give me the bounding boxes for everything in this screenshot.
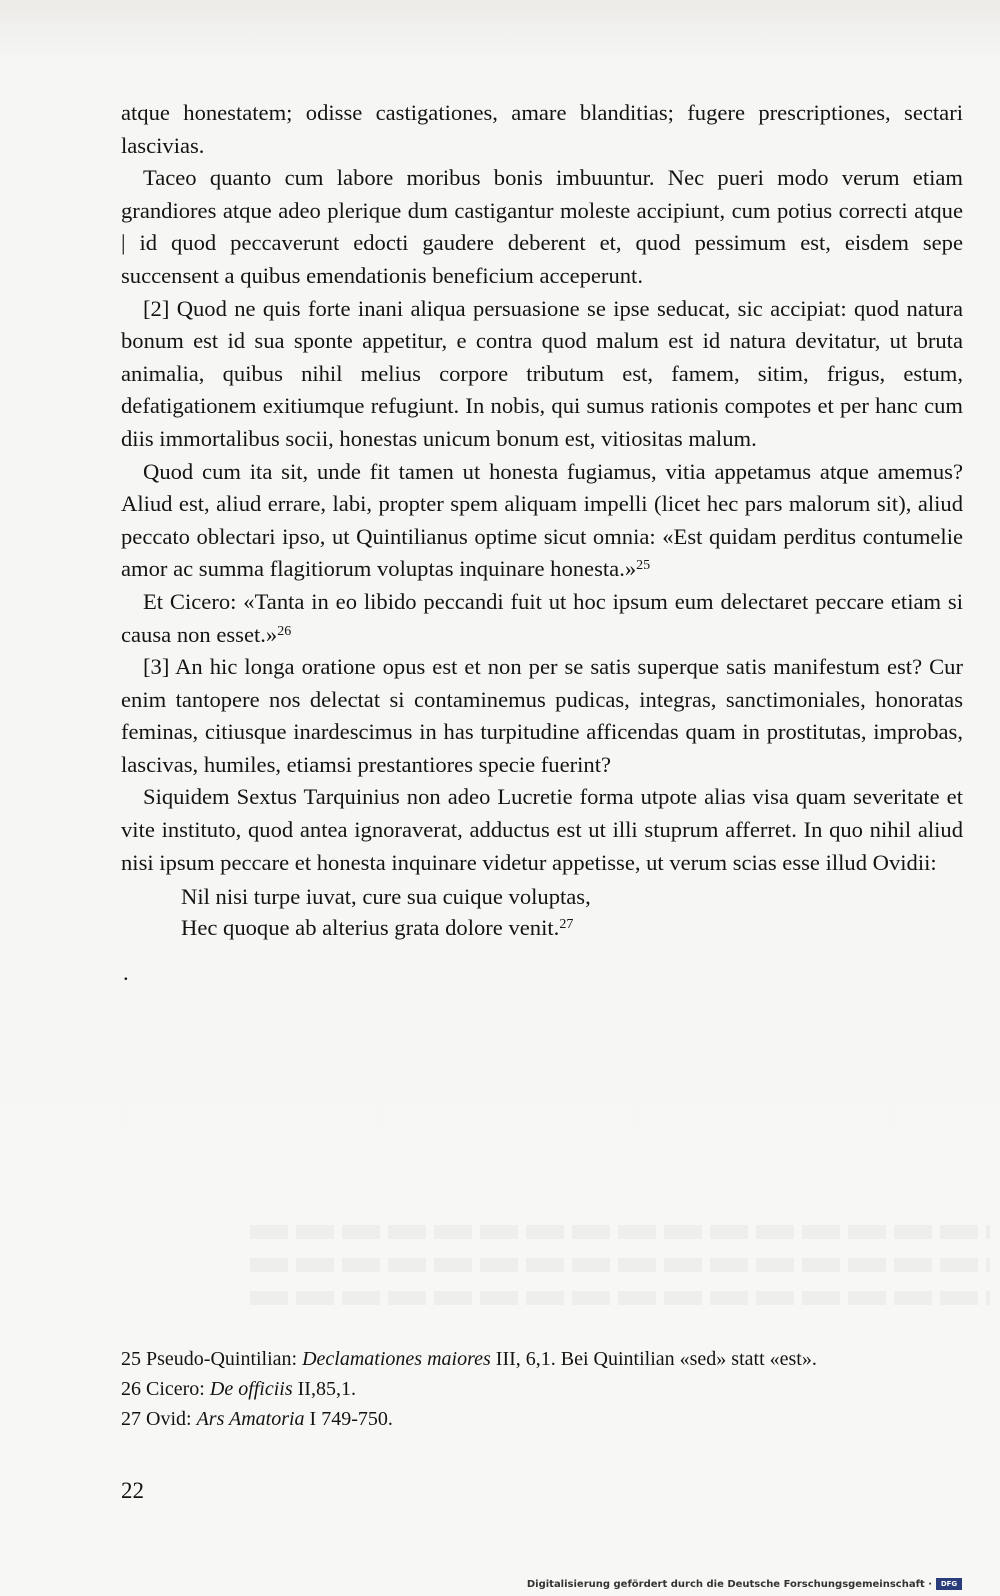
show-through-line xyxy=(250,1225,990,1239)
verse-line-text: Hec quoque ab alterius grata dolore venit. xyxy=(181,915,560,941)
footnote-ref[interactable]: 26 xyxy=(277,623,292,639)
footnote-number: 27 xyxy=(121,1408,141,1430)
footnote-ref[interactable]: 27 xyxy=(559,917,574,933)
paragraph-text: Et Cicero: «Tanta in eo libido peccandi fuit ut hoc ipsum eum delectaret peccare etiam si causa non esset.» xyxy=(121,588,963,647)
footnote-ref-detail: II,85,1. xyxy=(292,1378,356,1400)
footnote xyxy=(121,1344,981,1374)
show-through-line xyxy=(250,1291,990,1305)
footnote xyxy=(121,1374,981,1404)
footnote-author: Cicero: xyxy=(146,1378,210,1400)
footnote-ref[interactable]: 25 xyxy=(636,558,651,574)
body-text xyxy=(121,97,963,985)
paragraph xyxy=(121,456,963,586)
paragraph: Siquidem Sextus Tarquinius non adeo Lucretie forma utpote alias visa quam severitate et vite instituto, quod antea ignoraverat, adductus est ut illi stuprum afferret. In quo nihil aliud nisi ipsum peccare et honesta inquinare videtur appetisse, ut verum scias esse illud Ovidii: xyxy=(121,784,963,875)
paragraph: [2] Quod ne quis forte inani aliqua persuasione se ipse seducat, sic accipiat: quod natura bonum est id sua sponte appetitur, e contra quod malum est id natura devitatur, ut bruta animalia, quibus nihil melius corpore tributum est, famem, sitim, frigus, estum, defatigationem exitiumque refugiunt. In nobis, qui sumus rationis compotes et per hanc cum diis immortalibus socii, honestas unicum bonum est, vitiositas malum. xyxy=(121,295,963,451)
verse-quote xyxy=(121,881,963,943)
paragraph: atque honestatem; odisse castigationes, amare blanditias; fugere prescriptiones, sectari lascivias. xyxy=(121,100,963,158)
paragraph: [3] An hic longa oratione opus est et non per se satis superque satis manifestum est? Cur enim tantopere nos delectat si contaminemus pudicas, integras, sanctimoniales, honoratas feminas, citiusque inardescimus in has turpitudine afficendas quam in prostitutas, improbas, lascivas, humiles, etiamsi prestantiores specie fuerint? xyxy=(121,654,963,777)
footnote-title: De officiis xyxy=(209,1378,293,1400)
footnote-title: Declamationes maiores xyxy=(302,1348,491,1370)
footnote-ref-detail: III, 6,1. Bei Quintilian «sed» statt «est». xyxy=(490,1348,817,1370)
stray-mark: . xyxy=(123,960,129,986)
footnote-number: 26 xyxy=(121,1378,141,1400)
footnote-author: Pseudo-Quintilian: xyxy=(146,1348,303,1370)
footnote-ref-detail: I 749-750. xyxy=(304,1408,393,1430)
paragraph-text: Quod cum ita sit, unde fit tamen ut honesta fugiamus, vitia appetamus atque amemus? Aliud est, aliud errare, labi, propter spem aliquam impelli (licet hec pars malorum sit), aliud peccato oblectari ipso, ut Quintilianus optime sicut omnia: «Est quidam perditus contumelie amor ac summa flagitiorum voluptas inquinare honesta.» xyxy=(121,458,963,582)
footnote xyxy=(121,1404,981,1434)
footnote-number: 25 xyxy=(121,1348,141,1370)
page-number: 22 xyxy=(121,1478,144,1503)
footnote-author: Ovid: xyxy=(146,1408,197,1430)
credit-text: Digitalisierung gefördert durch die Deutsche Forschungsgemeinschaft · xyxy=(526,1578,932,1590)
verse-line xyxy=(181,912,963,943)
footnotes xyxy=(121,1344,981,1434)
paragraph: Taceo quanto cum labore moribus bonis imbuuntur. Nec pueri modo verum etiam grandiores atque adeo plerique dum castigantur moleste accipiunt, cum potius correcti atque | id quod peccaverunt edocti gaudere deberent et, quod pessimum est, eisdem sepe succensent a quibus emendationis beneficium acceperunt. xyxy=(121,165,963,288)
dfg-logo: DFG xyxy=(936,1578,962,1590)
verse-line: Nil nisi turpe iuvat, cure sua cuique voluptas, xyxy=(181,884,591,910)
show-through-line xyxy=(250,1258,990,1272)
footnote-title: Ars Amatoria xyxy=(196,1408,305,1430)
paragraph xyxy=(121,586,963,651)
digitization-credit xyxy=(527,1578,962,1590)
